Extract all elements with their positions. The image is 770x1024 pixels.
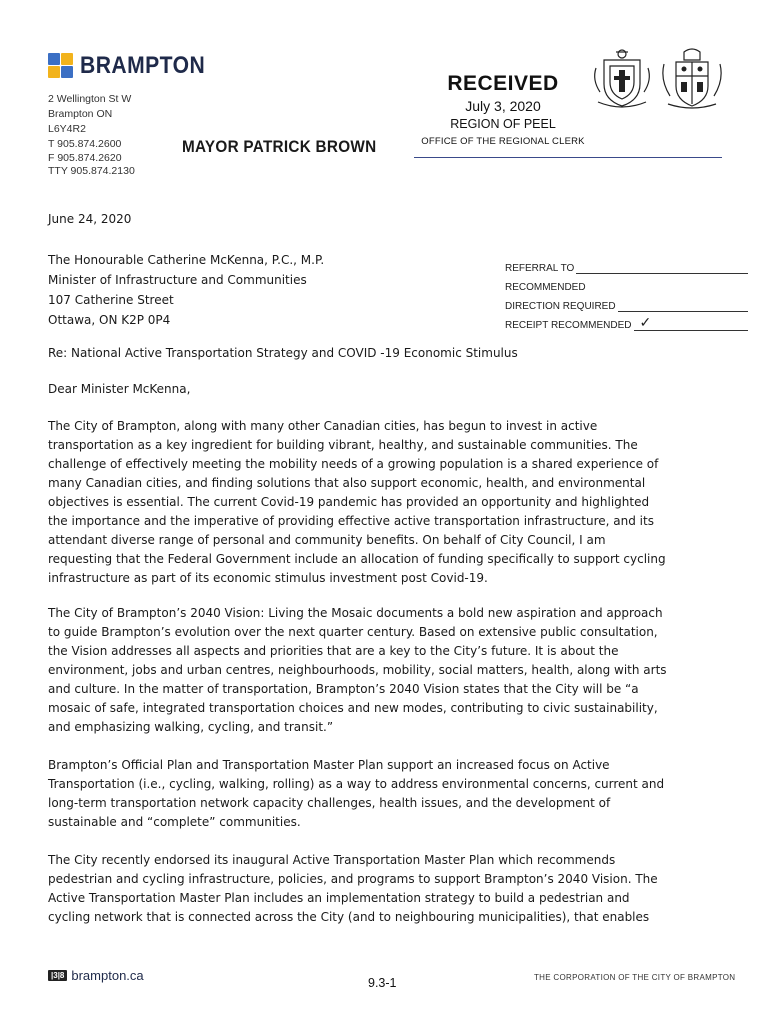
city-coat-of-arms-icon (660, 46, 724, 112)
paragraph-line: the importance and the imperative of providing effective active transportation infrastructure, and its (48, 514, 654, 528)
paragraph-2 (48, 604, 680, 737)
paragraph-line: and culture. In the matter of transportation, Brampton’s 2040 Vision states that the City will be “a (48, 682, 639, 696)
paragraph-3 (48, 756, 680, 832)
paragraph-line: challenge of effectively meeting the mobility needs of a growing population is a shared experience of (48, 457, 659, 471)
city-contact (48, 138, 135, 179)
paragraph-line: the Vision addresses all aspects and priorities that are a key to the City’s future. It is about the (48, 644, 619, 658)
paragraph-line: requesting that the Federal Government include an allocation of funding specifically to support cycling (48, 552, 666, 566)
routing-recommended (505, 274, 748, 293)
stamp-region: REGION OF PEEL (450, 117, 556, 131)
stamp-divider (414, 157, 722, 158)
city-address (48, 92, 131, 137)
paragraph-line: The City of Brampton, along with many other Canadian cities, has begun to invest in active (48, 419, 598, 433)
phone-line: T 905.874.2600 (48, 138, 122, 150)
routing-line (634, 314, 748, 331)
address-line: L6Y4R2 (48, 123, 86, 135)
logo-text: BRAMPTON (80, 52, 206, 79)
salutation: Dear Minister McKenna, (48, 382, 191, 396)
paragraph-line: mosaic of safe, integrated transportation choices and new modes, contributing to civic sustainability, (48, 701, 658, 715)
paragraph-line: sustainable and “complete” communities. (48, 815, 301, 829)
stamp-office: OFFICE OF THE REGIONAL CLERK (421, 136, 585, 147)
received-stamp (400, 72, 606, 147)
routing-referral (505, 255, 748, 274)
checkmark-icon: ✓ (639, 314, 652, 330)
address-line: 2 Wellington St W (48, 93, 132, 105)
paragraph-line: Active Transportation Master Plan includes an implementation strategy to build a pedestrian and (48, 891, 630, 905)
footer-badge: |3|8 (48, 970, 67, 981)
paragraph-line: pedestrian and cycling infrastructure, policies, and programs to support Brampton’s 2040 Vision. The (48, 872, 658, 886)
paragraph-line: attendant diverse range of personal and community benefits. On behalf of City Council, I am (48, 533, 606, 547)
footer-corporation: THE CORPORATION OF THE CITY OF BRAMPTON (534, 973, 736, 982)
footer-brand (48, 968, 144, 983)
mayor-name: MAYOR PATRICK BROWN (182, 137, 377, 156)
tty-line: TTY 905.874.2130 (48, 165, 135, 177)
paragraph-line: transportation as a key ingredient for building vibrant, healthy, and sustainable communities. The (48, 438, 638, 452)
recipient-line: The Honourable Catherine McKenna, P.C., M.P. (48, 253, 325, 267)
footer-website: brampton.ca (71, 968, 144, 983)
subject-line: Re: National Active Transportation Strategy and COVID -19 Economic Stimulus (48, 346, 518, 360)
recipient-line: Minister of Infrastructure and Communities (48, 273, 307, 287)
brampton-flower-icon (48, 53, 74, 79)
routing-label: RECOMMENDED (505, 282, 586, 293)
recipient-line: Ottawa, ON K2P 0P4 (48, 313, 171, 327)
paragraph-1 (48, 417, 680, 588)
paragraph-line: many Canadian cities, and finding solutions that also support economic, health, and environmental (48, 476, 646, 490)
paragraph-line: long-term transportation network capacity challenges, health issues, and the development of (48, 796, 611, 810)
recipient-line: 107 Catherine Street (48, 293, 174, 307)
paragraph-line: Brampton’s Official Plan and Transportation Master Plan support an increased focus on Active (48, 758, 610, 772)
stamp-received: RECEIVED (447, 72, 559, 95)
brampton-logo (48, 52, 222, 80)
routing-stamp (505, 255, 748, 331)
paragraph-4 (48, 851, 680, 927)
address-line: Brampton ON (48, 108, 113, 120)
stamp-date: July 3, 2020 (465, 98, 541, 114)
routing-label: REFERRAL TO (505, 263, 575, 274)
paragraph-line: environment, jobs and urban centres, neighbourhoods, mobility, social matters, health, along with arts (48, 663, 667, 677)
routing-line (576, 263, 748, 274)
routing-label: DIRECTION REQUIRED (505, 301, 616, 312)
paragraph-line: and emphasizing walking, cycling, and transit.” (48, 720, 334, 734)
region-crest-icon (590, 46, 654, 112)
fax-line: F 905.874.2620 (48, 151, 122, 164)
paragraph-line: cycling network that is connected across the City (and to neighbouring municipalities), that enables (48, 910, 650, 924)
paragraph-line: infrastructure as part of its economic stimulus investment post Covid-19. (48, 571, 488, 585)
recipient-address (48, 250, 324, 330)
paragraph-line: to guide Brampton’s evolution over the next quarter century. Based on extensive public consultation, (48, 625, 658, 639)
paragraph-line: The City recently endorsed its inaugural Active Transportation Master Plan which recommends (48, 853, 616, 867)
letter-date: June 24, 2020 (48, 212, 132, 226)
routing-direction (505, 293, 748, 312)
paragraph-line: objectives is essential. The current Covid-19 pandemic has provided an opportunity and highlighted (48, 495, 650, 509)
paragraph-line: Transportation (i.e., cycling, walking, rolling) as a way to address environmental concerns, current and (48, 777, 665, 791)
routing-label: RECEIPT RECOMMENDED (505, 320, 632, 331)
routing-receipt (505, 312, 748, 331)
page-number: 9.3-1 (368, 976, 397, 990)
paragraph-line: The City of Brampton’s 2040 Vision: Living the Mosaic documents a bold new aspiration and approach (48, 606, 663, 620)
routing-line (618, 301, 748, 312)
